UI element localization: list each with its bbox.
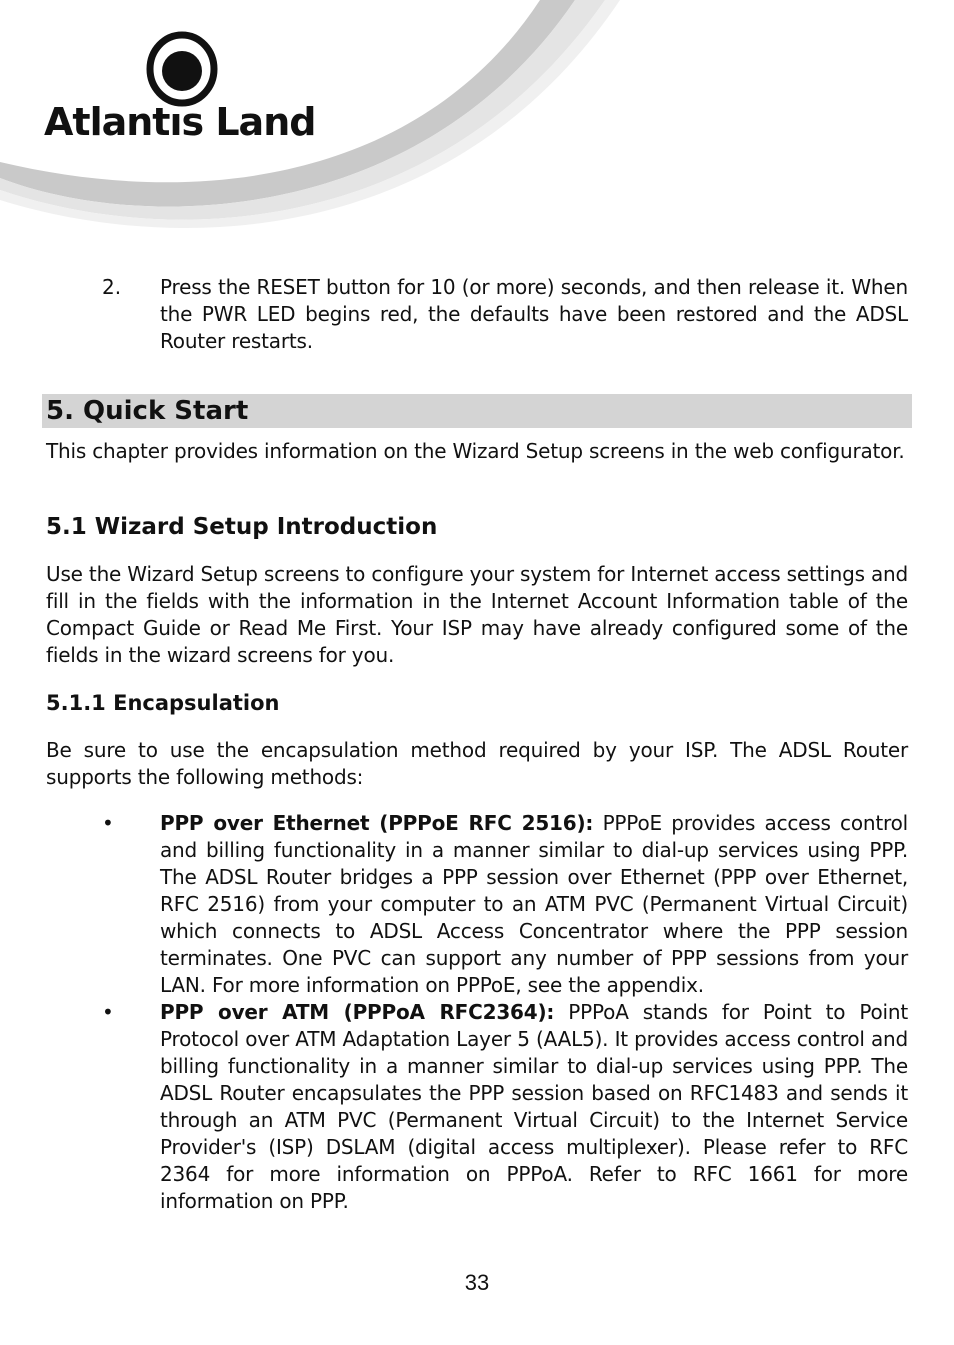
bullet-list — [102, 810, 908, 1215]
logo-text: Atlantıs Land — [44, 100, 316, 144]
section-heading: 5. Quick Start — [46, 396, 249, 426]
subsection-text-block — [46, 561, 908, 669]
bullet-paragraph — [160, 999, 908, 1215]
item-text: Press the RESET button for 10 (or more) seconds, and then release it. When the PWR LED begins red, the defaults have been restored and the ADSL Router restarts. — [160, 275, 908, 353]
bullet-text: PPPoE provides access control and billing functionality in a manner similar to dial-up services using PPP. The ADSL Router bridges a PPP session over Ethernet (PPP over Ethernet, RFC 2516) from your computer to an ATM PVC (Permanent Virtual Circuit) which connects to ADSL Access Concentrator where the PPP session terminates. One PVC can support any number of PPP sessions from your LAN. For more information on PPPoE, see the appendix. — [160, 811, 908, 997]
list-item — [102, 999, 908, 1215]
section-heading-bar — [42, 394, 912, 428]
numbered-item — [102, 274, 908, 355]
section-intro-block — [46, 438, 908, 465]
list-item — [102, 810, 908, 999]
bullet-term: PPP over ATM (PPPoA RFC2364): — [160, 1000, 555, 1024]
subsection-heading: 5.1 Wizard Setup Introduction — [46, 514, 438, 540]
subsubsection-heading: 5.1.1 Encapsulation — [46, 691, 280, 715]
bullet-paragraph — [160, 810, 908, 999]
page-number: 33 — [464, 1270, 490, 1295]
bullet-marker: • — [102, 811, 114, 835]
subsubsection-text-block — [46, 737, 908, 791]
logo-circle-icon — [146, 30, 218, 108]
subsubsection-heading-block — [46, 689, 908, 717]
bullet-marker: • — [102, 1000, 114, 1024]
bullet-text: PPPoA stands for Point to Point Protocol over ATM Adaptation Layer 5 (AAL5). It provides access control and billing functionality in a manner similar to dial-up services using PPP. The ADSL Router encapsulates the PPP session based on RFC1483 and sends it through an ATM PVC (Permanent Virtual Circuit) to the Internet Service Provider's (ISP) DSLAM (digital access multiplexer). Please refer to RFC 2364 for more information on PPPoA. Refer to RFC 1661 for more information on PPP. — [160, 1000, 908, 1213]
section-intro: This chapter provides information on the Wizard Setup screens in the web configurator. — [46, 439, 905, 463]
subsubsection-text: Be sure to use the encapsulation method required by your ISP. The ADSL Router supports the following methods: — [46, 738, 908, 789]
subsection-text: Use the Wizard Setup screens to configure your system for Internet access settings and fill in the fields with the information in the Internet Account Information table of the Compact Guide or Read Me First. Your ISP may have already configured some of the fields in the wizard screens for you. — [46, 562, 908, 667]
item-number: 2. — [102, 275, 122, 299]
subsection-heading-block — [46, 512, 908, 542]
bullet-term: PPP over Ethernet (PPPoE RFC 2516): — [160, 811, 594, 835]
